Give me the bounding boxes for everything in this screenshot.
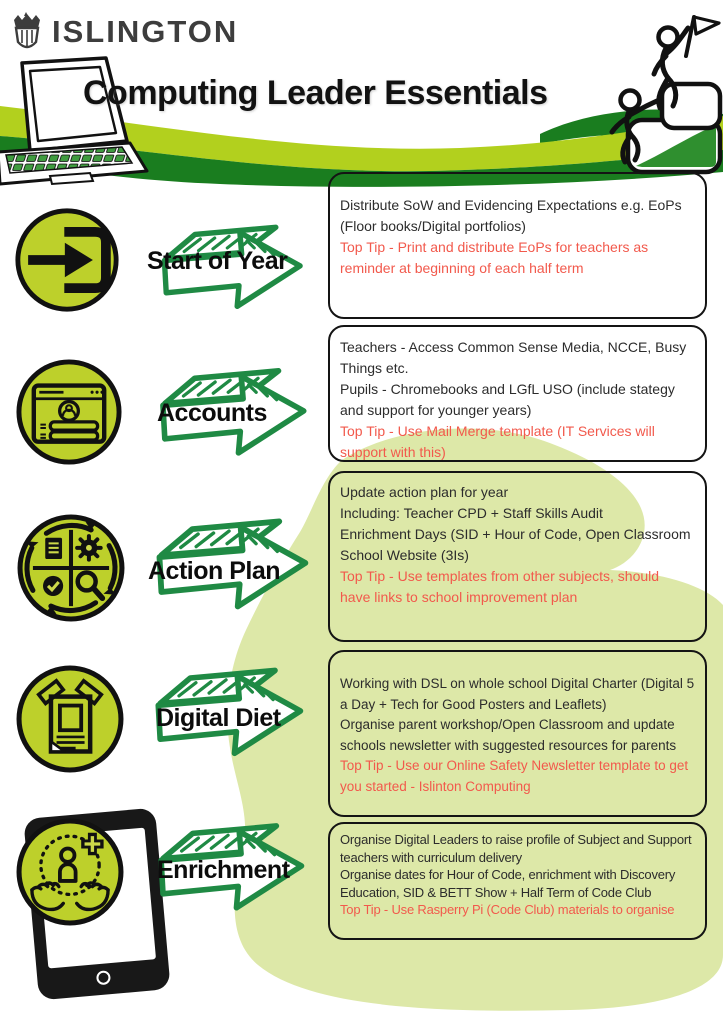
- box-text: Pupils - Chromebooks and LGfL USO (include stategy and support for younger years): [340, 381, 675, 418]
- box-text: Enrichment Days (SID + Hour of Code, Open Classroom: [340, 526, 691, 542]
- info-box-action-plan: [328, 471, 707, 642]
- row-label: Enrichment: [157, 856, 290, 884]
- box-text: Teachers - Access Common Sense Media, NCCE, Busy Things etc.: [340, 339, 687, 376]
- logo-text: ISLINGTON: [52, 14, 239, 49]
- box-tip-text: Top Tip - Use Rasperry Pi (Code Club) materials to organise: [340, 902, 675, 918]
- care-person-icon: [14, 816, 126, 928]
- plan-cycle-icon: [15, 512, 127, 624]
- sign-in-icon: [13, 206, 121, 314]
- box-text: Update action plan for year: [340, 484, 509, 500]
- page-title: Computing Leader Essentials: [83, 74, 548, 112]
- accounts-window-icon: [14, 357, 124, 467]
- box-tip-text: Top Tip - Use Mail Merge template (IT Services will support with this): [340, 423, 655, 460]
- box-text: School Website (3Is): [340, 547, 469, 563]
- box-text: Including: Teacher CPD + Staff Skills Audit: [340, 505, 603, 521]
- box-text: Organise dates for Hour of Code, enrichment with Discovery Education, SID & BETT Show + Half Term of Code Club: [340, 867, 676, 900]
- row-label: Accounts: [157, 399, 267, 427]
- box-tip-text: Top Tip - Use templates from other subjects, should have links to school improvement plan: [340, 568, 660, 605]
- info-box-accounts: [328, 325, 707, 462]
- poster-leaflet-icon: [14, 663, 126, 775]
- box-text: Working with DSL on whole school Digital Charter (Digital 5 a Day + Tech for Good Posters and Leaflets): [340, 676, 695, 712]
- box-text: Organise Digital Leaders to raise profile of Subject and Support teachers with curriculum delivery: [340, 832, 692, 865]
- box-tip-text: Top Tip - Use our Online Safety Newsletter template to get you started - Islinton Computing: [340, 758, 689, 794]
- box-text: Organise parent workshop/Open Classroom and update schools newsletter with suggested resources for parents: [340, 717, 677, 753]
- row-label: Digital Diet: [156, 704, 281, 732]
- climbers-illustration: [570, 4, 723, 176]
- info-box-start-of-year: [328, 172, 707, 319]
- box-tip-text: Top Tip - Print and distribute EoPs for teachers as reminder at beginning of each half term: [340, 239, 649, 276]
- info-box-digital-diet: [328, 650, 707, 817]
- row-label: Start of Year: [147, 247, 288, 275]
- crest-icon: [10, 12, 44, 52]
- info-box-enrichment: [328, 822, 707, 940]
- islington-logo: [10, 12, 238, 52]
- box-text: Distribute SoW and Evidencing Expectations e.g. EoPs (Floor books/Digital portfolios): [340, 197, 682, 234]
- row-label: Action Plan: [148, 557, 281, 585]
